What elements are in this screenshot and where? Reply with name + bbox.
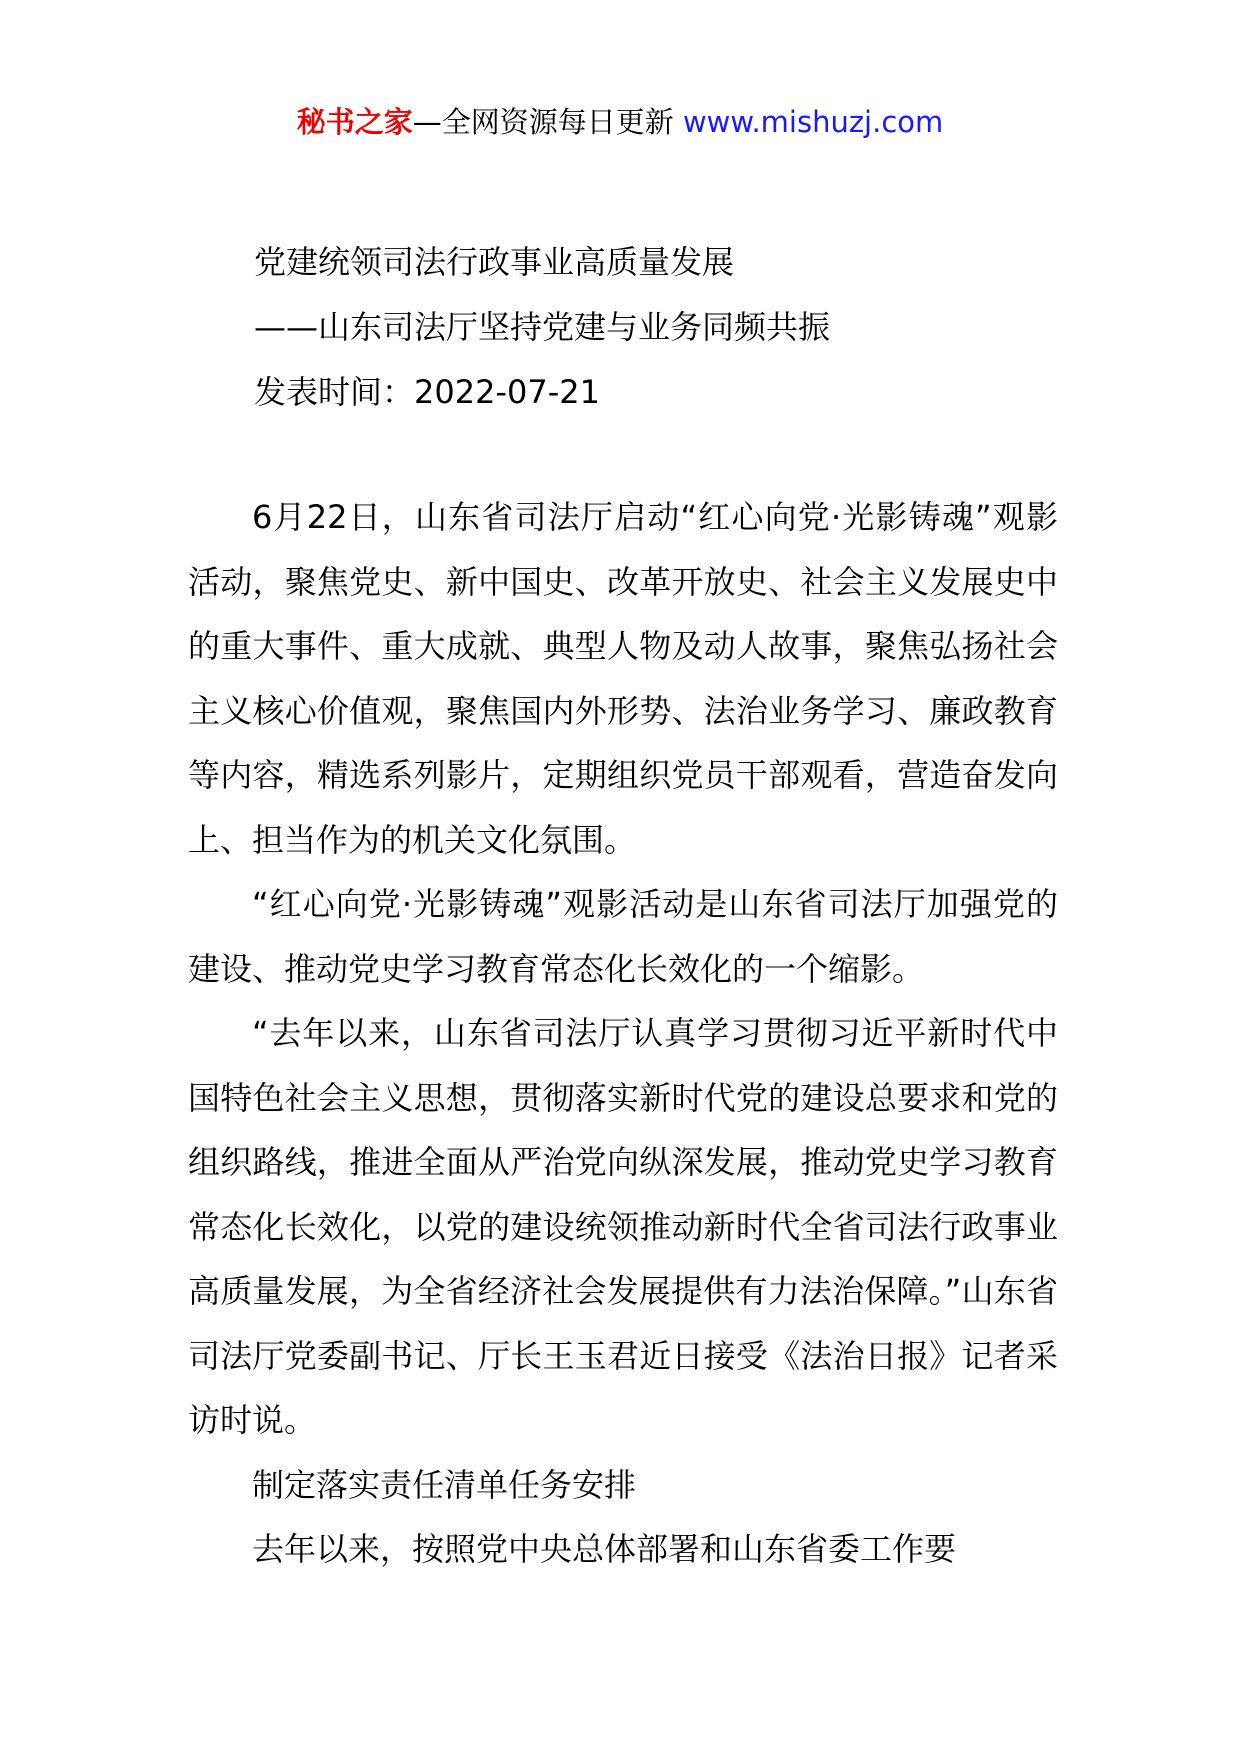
article-title: 党建统领司法行政事业高质量发展 (254, 243, 735, 281)
publish-date: 发表时间：2022-07-21 (254, 373, 600, 411)
article-subtitle: ——山东司法厅坚持党建与业务同频共振 (254, 308, 831, 346)
paragraph: “红心向党·光影铸魂”观影活动是山东省司法厅加强党的建设、推动党史学习教育常态化长效化的一个缩影。 (188, 885, 1058, 988)
site-header (0, 102, 1240, 142)
site-slogan: —全网资源每日更新 (412, 105, 683, 139)
brand-name: 秘书之家 (296, 105, 413, 139)
paragraph: 去年以来，按照党中央总体部署和山东省委工作要 (252, 1530, 957, 1568)
article-body (188, 485, 1058, 1582)
article-title-block (254, 230, 1074, 425)
site-url-link[interactable]: www.mishuzj.com (682, 105, 944, 139)
paragraph: “去年以来，山东省司法厅认真学习贯彻习近平新时代中国特色社会主义思想，贯彻落实新时代党的建设总要求和党的组织路线，推进全面从严治党向纵深发展，推动党史学习教育常态化长效化，以党的建设统领推动新时代全省司法行政事业高质量发展，为全省经济社会发展提供有力法治保障。”山东省司法厅党委副书记、厅长王玉君近日接受《法治日报》记者采访时说。 (188, 1014, 1058, 1439)
paragraph: 6月22日，山东省司法厅启动“红心向党·光影铸魂”观影活动，聚焦党史、新中国史、改革开放史、社会主义发展史中的重大事件、重大成就、典型人物及动人故事，聚焦弘扬社会主义核心价值观，聚焦国内外形势、法治业务学习、廉政教育等内容，精选系列影片，定期组织党员干部观看，营造奋发向上、担当作为的机关文化氛围。 (188, 498, 1058, 859)
section-heading: 制定落实责任清单任务安排 (252, 1465, 637, 1504)
